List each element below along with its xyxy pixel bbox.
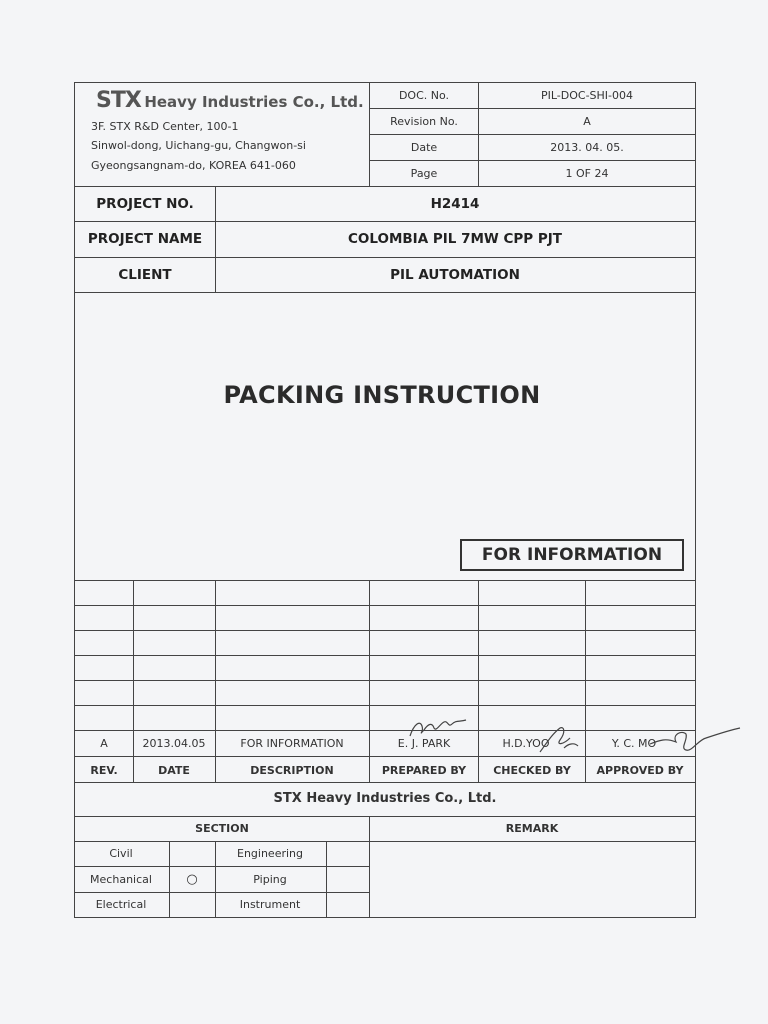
- rule-docinfo-2: [369, 134, 696, 135]
- rule-rev-header-bottom: [74, 782, 696, 783]
- section-mechanical-mark: ○: [186, 872, 198, 887]
- project-no-value: H2414: [430, 196, 480, 212]
- section-piping: Piping: [253, 873, 287, 886]
- stx-logo-mark: STX: [96, 88, 141, 113]
- header-checked-by: CHECKED BY: [493, 764, 571, 777]
- for-information-stamp: [460, 539, 684, 571]
- rule-section-c: [326, 841, 327, 917]
- rev-date-value: 2013.04.05: [142, 737, 206, 750]
- rule-rev-col2: [215, 580, 216, 782]
- prepared-by-value: E. J. PARK: [397, 737, 451, 750]
- rule-project-label: [215, 186, 216, 292]
- approved-by-value: Y. C. MO: [611, 737, 657, 750]
- section-engineering: Engineering: [237, 847, 303, 860]
- project-name-label: PROJECT NAME: [87, 231, 203, 247]
- address-line-2: Sinwol-dong, Uichang-gu, Changwon-si: [91, 139, 306, 152]
- rule-section-a: [169, 841, 170, 917]
- section-label: SECTION: [195, 822, 249, 835]
- rule-project-1: [74, 221, 696, 222]
- rule-rev-col1: [133, 580, 134, 782]
- date-value: 2013. 04. 05.: [550, 141, 624, 154]
- rule-revtable-top: [74, 580, 696, 581]
- rule-rev-5: [74, 705, 696, 706]
- rule-section-b: [215, 841, 216, 917]
- section-electrical: Electrical: [95, 898, 147, 911]
- rule-rev-col5: [585, 580, 586, 782]
- header-rev: REV.: [90, 764, 118, 777]
- doc-no-label: DOC. No.: [398, 89, 450, 102]
- section-civil: Civil: [109, 847, 133, 860]
- rule-docinfo-mid: [478, 82, 479, 186]
- rule-rev-6: [74, 730, 696, 731]
- rev-value: A: [100, 737, 108, 750]
- page-value: 1 OF 24: [565, 167, 609, 180]
- footer-company-name: STX Heavy Industries Co., Ltd.: [273, 791, 497, 806]
- prepared-by-signature: [404, 714, 474, 744]
- section-mechanical: Mechanical: [90, 873, 152, 886]
- client-value: PIL AUTOMATION: [390, 267, 520, 283]
- rule-section-1: [74, 866, 369, 867]
- rule-rev-1: [74, 605, 696, 606]
- rule-section-remark: [369, 816, 370, 917]
- rule-project-3: [74, 292, 696, 293]
- document-page: [74, 82, 696, 917]
- rule-rev-col4: [478, 580, 479, 782]
- rule-rev-header-top: [74, 756, 696, 757]
- checked-by-signature: [534, 722, 584, 758]
- date-label: Date: [410, 141, 438, 154]
- rule-docinfo-1: [369, 108, 696, 109]
- page-label: Page: [410, 167, 438, 180]
- revision-no-value: A: [583, 115, 591, 128]
- doc-no-value: PIL-DOC-SHI-004: [540, 89, 634, 102]
- approved-by-signature: [646, 722, 742, 758]
- rule-section-header: [74, 841, 696, 842]
- header-date: DATE: [158, 764, 190, 777]
- company-logo: [96, 88, 364, 113]
- rule-rev-col3: [369, 580, 370, 782]
- header-description: DESCRIPTION: [250, 764, 334, 777]
- rule-section-2: [74, 892, 369, 893]
- project-name-value: COLOMBIA PIL 7MW CPP PJT: [347, 231, 563, 247]
- border-bottom: [74, 917, 696, 918]
- rule-rev-4: [74, 680, 696, 681]
- border-right: [695, 82, 696, 917]
- rule-rev-3: [74, 655, 696, 656]
- rule-docinfo-left: [369, 82, 370, 186]
- document-title: PACKING INSTRUCTION: [223, 381, 541, 409]
- for-information-text: FOR INFORMATION: [481, 545, 663, 565]
- revision-no-label: Revision No.: [390, 115, 458, 128]
- rule-company-bottom: [74, 816, 696, 817]
- rev-description-value: FOR INFORMATION: [240, 737, 344, 750]
- section-instrument: Instrument: [239, 898, 301, 911]
- project-no-label: PROJECT NO.: [96, 196, 194, 212]
- header-prepared-by: PREPARED BY: [381, 764, 467, 777]
- address-line-1: 3F. STX R&D Center, 100-1: [91, 120, 239, 133]
- rule-header-bottom: [74, 186, 696, 187]
- rule-project-2: [74, 257, 696, 258]
- address-line-3: Gyeongsangnam-do, KOREA 641-060: [91, 159, 296, 172]
- header-approved-by: APPROVED BY: [596, 764, 684, 777]
- checked-by-value: H.D.YOO: [502, 737, 550, 750]
- remark-label: REMARK: [505, 822, 559, 835]
- client-label: CLIENT: [118, 267, 172, 283]
- rule-docinfo-3: [369, 160, 696, 161]
- border-left: [74, 82, 75, 917]
- company-name-logo: Heavy Industries Co., Ltd.: [144, 93, 364, 111]
- border-top: [74, 82, 696, 83]
- rule-rev-2: [74, 630, 696, 631]
